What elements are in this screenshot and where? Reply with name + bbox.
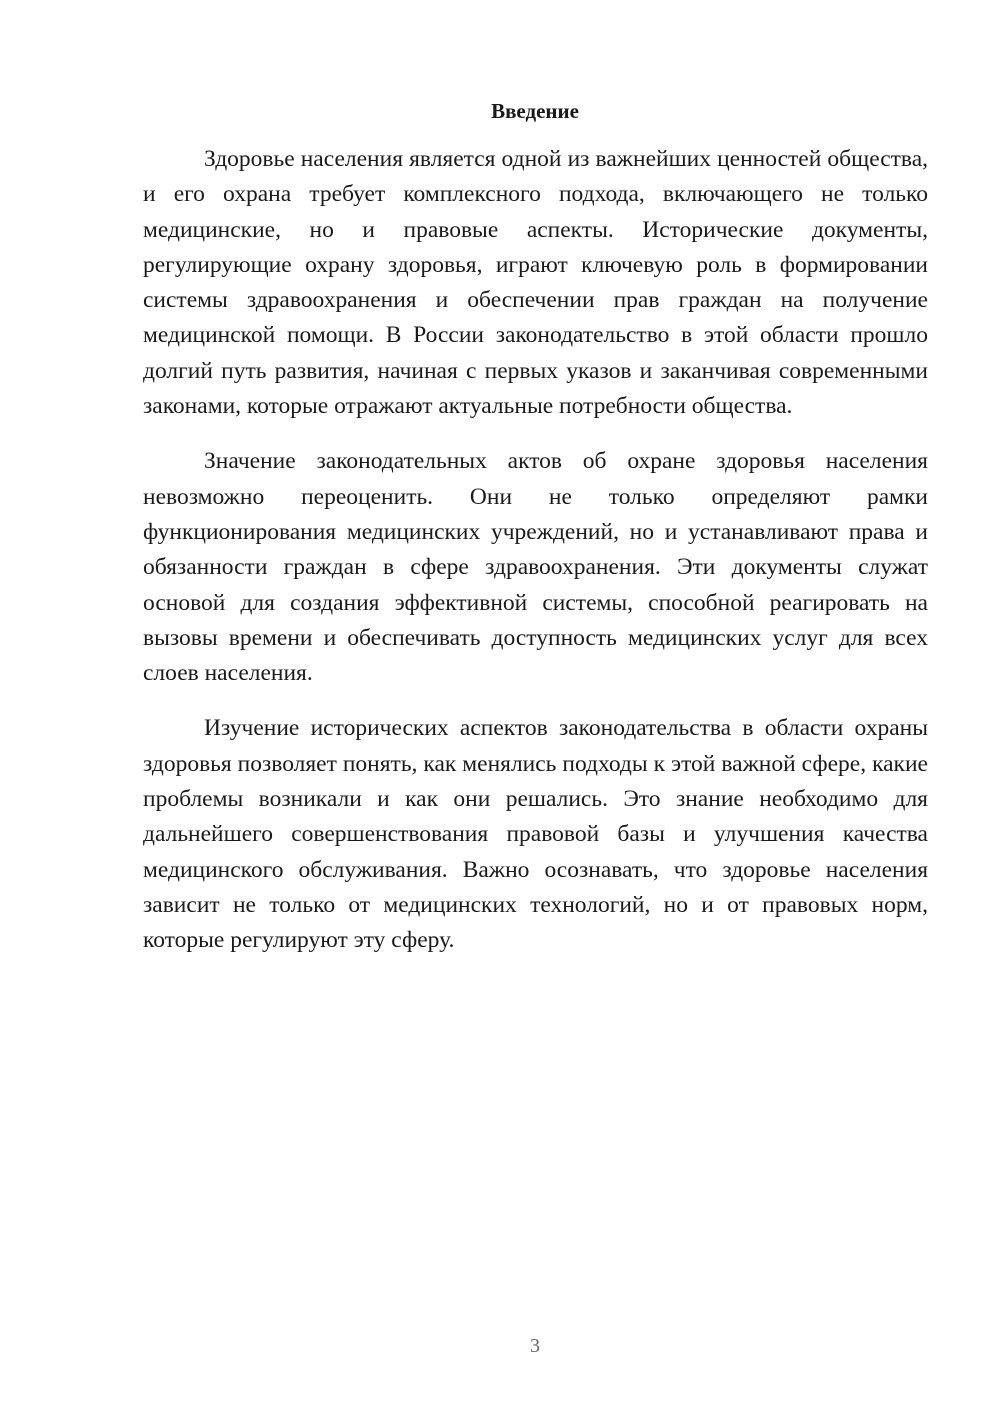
paragraph-2: Значение законодательных актов об охране здоровья населения невозможно переоценить. Они не только определяют рамки функционирования медицинских учреждений, но и устанавливают права и обязанности граждан в сфере здравоохранения. Эти документы служат основой для создания эффективной системы, способной реагировать на вызовы времени и обеспечивать доступность медицинских услуг для всех слоев населения. xyxy=(143,448,928,687)
body-text xyxy=(143,142,928,979)
section-heading: Введение xyxy=(491,99,579,123)
paragraph-3: Изучение исторических аспектов законодательства в области охраны здоровья позволяет понять, как менялись подходы к этой важной сфере, какие проблемы возникали и как они решались. Это знание необходимо для дальнейшего совершенствования правовой базы и улучшения качества медицинского обслуживания. Важно осознавать, что здоровье населения зависит не только от медицинских технологий, но и от правовых норм, которые регулируют эту сферу. xyxy=(143,715,928,954)
page-number: 3 xyxy=(530,1335,540,1357)
paragraph-1: Здоровье населения является одной из важнейших ценностей общества, и его охрана требует комплексного подхода, включающего не только медицинские, но и правовые аспекты. Исторические документы, регулирующие охрану здоровья, играют ключевую роль в формировании системы здравоохранения и обеспечении прав граждан на получение медицинской помощи. В России законодательство в этой области прошло долгий путь развития, начиная с первых указов и заканчивая современными законами, которые отражают актуальные потребности общества. xyxy=(143,146,928,420)
